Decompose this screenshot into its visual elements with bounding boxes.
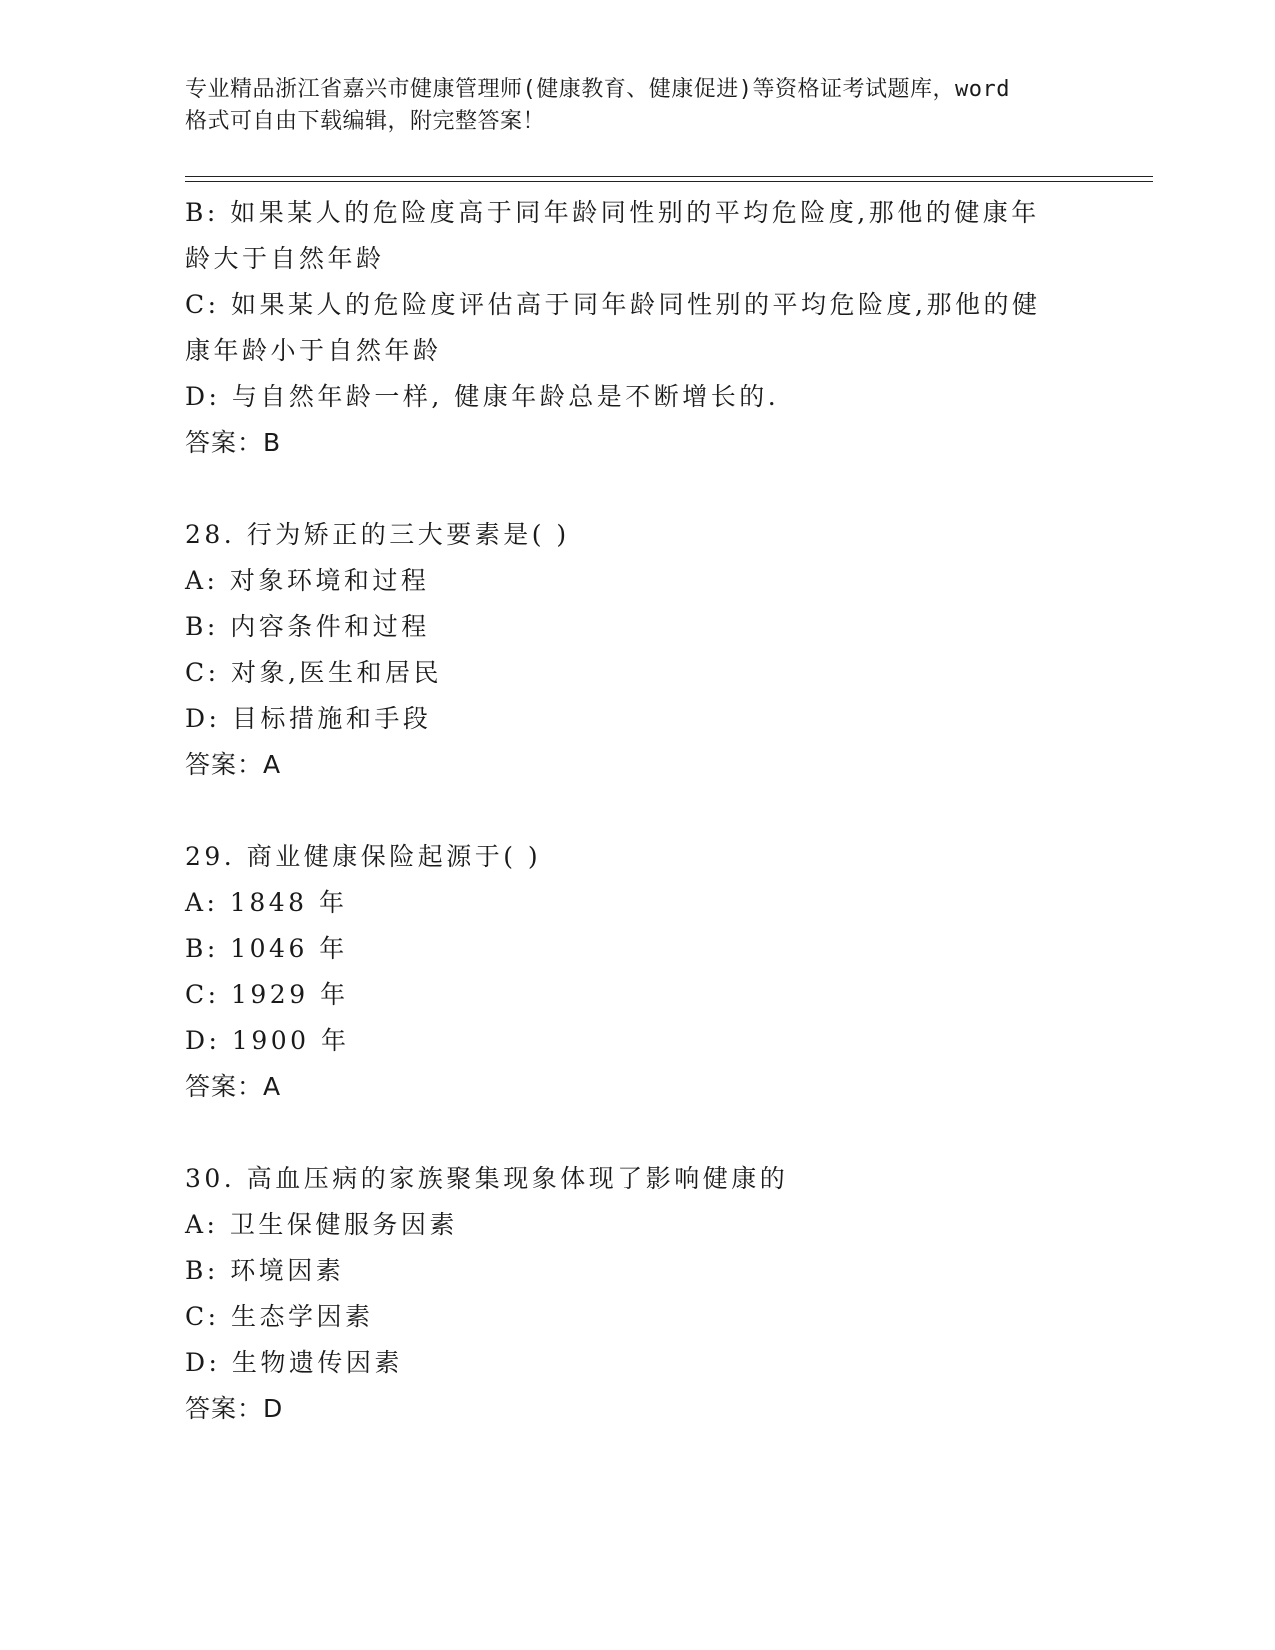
option-d: D: 生物遗传因素 bbox=[185, 1348, 403, 1377]
header-line-2: 格式可自由下载编辑，附完整答案！ bbox=[185, 109, 546, 134]
question-29 bbox=[185, 834, 1085, 1110]
option-c-continued: 康年龄小于自然年龄 bbox=[185, 336, 442, 365]
option-c: C: 如果某人的危险度评估高于同年龄同性别的平均危险度,那他的健 bbox=[185, 290, 1041, 319]
answer: 答案：A bbox=[185, 1072, 282, 1101]
option-d: D: 1900 年 bbox=[185, 1026, 350, 1055]
option-a: A: 1848 年 bbox=[185, 888, 348, 917]
answer: 答案：B bbox=[185, 428, 282, 457]
answer: 答案：D bbox=[185, 1394, 284, 1423]
option-d: D: 与自然年龄一样, 健康年龄总是不断增长的. bbox=[185, 382, 780, 411]
option-b: B: 环境因素 bbox=[185, 1256, 345, 1285]
question-text: 28. 行为矫正的三大要素是( ) bbox=[185, 520, 570, 549]
option-b: B: 如果某人的危险度高于同年龄同性别的平均危险度,那他的健康年 bbox=[185, 198, 1040, 227]
option-c: C: 生态学因素 bbox=[185, 1302, 374, 1331]
header-divider-bottom bbox=[185, 181, 1153, 182]
question-27-continued bbox=[185, 190, 1085, 466]
option-a: A: 对象环境和过程 bbox=[185, 566, 430, 595]
header-divider-top bbox=[185, 176, 1153, 177]
option-b: B: 1046 年 bbox=[185, 934, 348, 963]
question-text: 30. 高血压病的家族聚集现象体现了影响健康的 bbox=[185, 1164, 789, 1193]
option-d: D: 目标措施和手段 bbox=[185, 704, 432, 733]
question-30 bbox=[185, 1156, 1085, 1432]
option-b-continued: 龄大于自然年龄 bbox=[185, 244, 385, 273]
document-header bbox=[185, 74, 1085, 138]
option-c: C: 1929 年 bbox=[185, 980, 349, 1009]
option-b: B: 内容条件和过程 bbox=[185, 612, 430, 641]
question-list bbox=[185, 190, 1085, 1432]
option-c: C: 对象,医生和居民 bbox=[185, 658, 442, 687]
question-28 bbox=[185, 512, 1085, 788]
header-line-1: 专业精品浙江省嘉兴市健康管理师(健康教育、健康促进)等资格证考试题库，word bbox=[185, 77, 1010, 102]
option-a: A: 卫生保健服务因素 bbox=[185, 1210, 458, 1239]
answer: 答案：A bbox=[185, 750, 282, 779]
question-text: 29. 商业健康保险起源于( ) bbox=[185, 842, 542, 871]
